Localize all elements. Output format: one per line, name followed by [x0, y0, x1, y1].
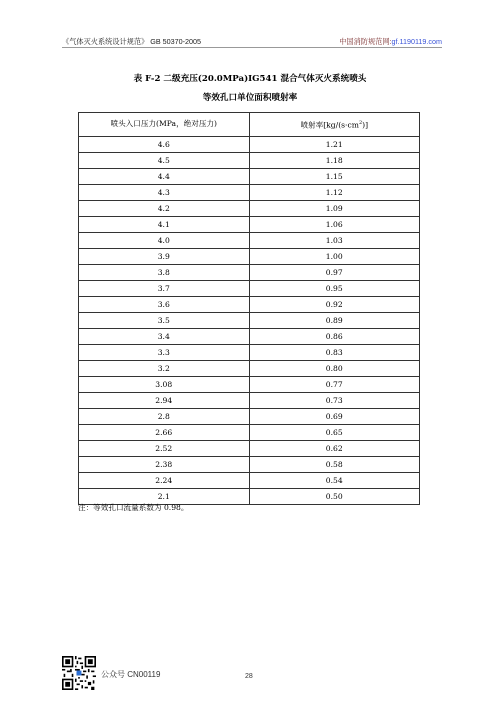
- table-row: [79, 264, 420, 280]
- discharge-rate-cell: 0.58: [249, 456, 420, 472]
- discharge-rate-cell: 0.77: [249, 376, 420, 392]
- pressure-cell: 4.6: [79, 136, 250, 152]
- table-body: [79, 136, 420, 504]
- discharge-rate-cell: 0.50: [249, 488, 420, 504]
- header-website-link[interactable]: gf.1190119.com: [391, 37, 442, 46]
- table-row: [79, 344, 420, 360]
- table-row: [79, 184, 420, 200]
- pressure-cell: 3.08: [79, 376, 250, 392]
- discharge-rate-cell: 0.89: [249, 312, 420, 328]
- pressure-cell: 3.6: [79, 296, 250, 312]
- pressure-cell: 3.8: [79, 264, 250, 280]
- table-header-row: [79, 113, 420, 137]
- pressure-cell: 3.2: [79, 360, 250, 376]
- discharge-rate-cell: 0.83: [249, 344, 420, 360]
- discharge-rate-cell: 0.54: [249, 472, 420, 488]
- pressure-cell: 4.1: [79, 216, 250, 232]
- table-row: [79, 392, 420, 408]
- discharge-rate-cell: 0.65: [249, 424, 420, 440]
- pressure-cell: 2.8: [79, 408, 250, 424]
- discharge-rate-cell: 1.06: [249, 216, 420, 232]
- table-row: [79, 232, 420, 248]
- discharge-rate-cell: 0.86: [249, 328, 420, 344]
- discharge-rate-cell: 1.09: [249, 200, 420, 216]
- pressure-cell: 4.5: [79, 152, 250, 168]
- pressure-cell: 3.9: [79, 248, 250, 264]
- table-row: [79, 456, 420, 472]
- discharge-rate-cell: 0.69: [249, 408, 420, 424]
- table-row: [79, 440, 420, 456]
- table-subtitle: 等效孔口单位面积喷射率: [202, 93, 298, 103]
- pressure-cell: 4.2: [79, 200, 250, 216]
- header-divider: [62, 47, 442, 48]
- header-website: [339, 37, 442, 47]
- pressure-cell: 2.66: [79, 424, 250, 440]
- wechat-account-label: 公众号 CN00119: [101, 670, 161, 679]
- discharge-rate-cell: 0.73: [249, 392, 420, 408]
- pressure-cell: 2.52: [79, 440, 250, 456]
- discharge-rate-cell: 1.15: [249, 168, 420, 184]
- pressure-cell: 2.38: [79, 456, 250, 472]
- table-row: [79, 312, 420, 328]
- discharge-rate-table: [78, 112, 420, 505]
- pressure-cell: 2.1: [79, 488, 250, 504]
- qr-code-icon: [62, 656, 96, 690]
- table-note: 注：等效孔口流量系数为 0.98。: [78, 503, 189, 512]
- discharge-rate-cell: 1.00: [249, 248, 420, 264]
- table-row: [79, 200, 420, 216]
- table-row: [79, 248, 420, 264]
- table-title: 表 F-2 二级充压(20.0MPa)IG541 混合气体灭火系统喷头: [133, 74, 367, 84]
- discharge-rate-cell: 1.21: [249, 136, 420, 152]
- table-row: [79, 216, 420, 232]
- column-header-discharge-rate-text: 喷射率[kg/(s·cm: [300, 120, 359, 130]
- discharge-rate-cell: 0.95: [249, 280, 420, 296]
- discharge-rate-cell: 1.18: [249, 152, 420, 168]
- pressure-cell: 2.24: [79, 472, 250, 488]
- table-row: [79, 376, 420, 392]
- pressure-cell: 2.94: [79, 392, 250, 408]
- discharge-rate-cell: 1.03: [249, 232, 420, 248]
- discharge-rate-cell: 0.97: [249, 264, 420, 280]
- discharge-rate-cell: 0.92: [249, 296, 420, 312]
- pressure-cell: 4.3: [79, 184, 250, 200]
- header-document-title: 《气体灭火系统设计规范》 GB 50370-2005: [62, 37, 201, 46]
- table-row: [79, 168, 420, 184]
- table-row: [79, 296, 420, 312]
- table-row: [79, 408, 420, 424]
- pressure-cell: 3.5: [79, 312, 250, 328]
- table-row: [79, 136, 420, 152]
- pressure-cell: 3.3: [79, 344, 250, 360]
- discharge-rate-cell: 0.62: [249, 440, 420, 456]
- table-row: [79, 360, 420, 376]
- table-row: [79, 472, 420, 488]
- pressure-cell: 3.4: [79, 328, 250, 344]
- discharge-rate-cell: 0.80: [249, 360, 420, 376]
- table-row: [79, 280, 420, 296]
- discharge-rate-cell: 1.12: [249, 184, 420, 200]
- pressure-cell: 3.7: [79, 280, 250, 296]
- column-header-discharge-rate-tail: )]: [362, 120, 369, 130]
- unit-superscript: 2: [358, 120, 363, 126]
- header-website-label: 中国消防规范网:: [339, 37, 392, 46]
- table-row: [79, 424, 420, 440]
- page-number: 28: [245, 673, 253, 680]
- column-header-pressure: 喷头入口压力(MPa，绝对压力): [79, 113, 250, 137]
- table-row: [79, 152, 420, 168]
- table-row: [79, 328, 420, 344]
- pressure-cell: 4.0: [79, 232, 250, 248]
- pressure-cell: 4.4: [79, 168, 250, 184]
- column-header-discharge-rate: [249, 113, 420, 137]
